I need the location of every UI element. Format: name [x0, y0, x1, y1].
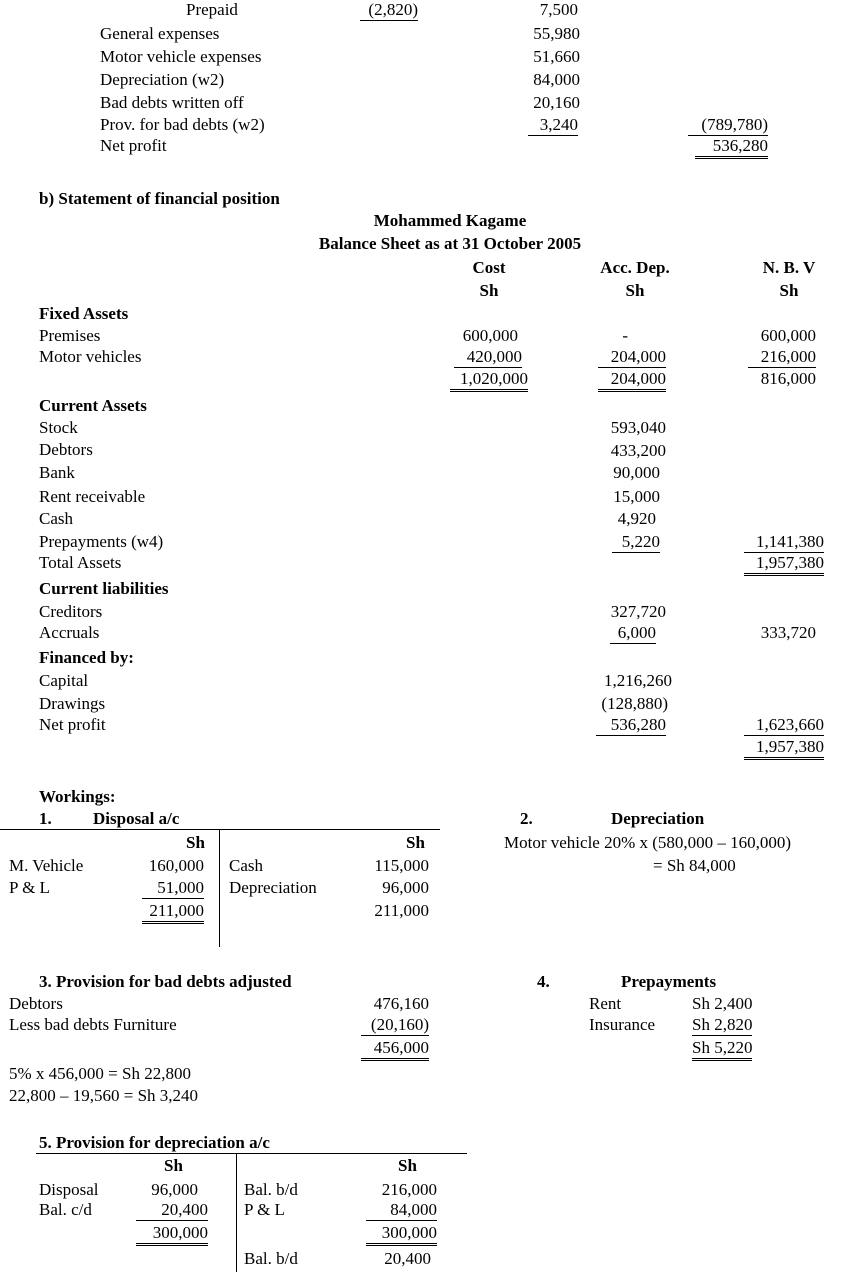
row-label: Motor vehicles	[39, 347, 142, 366]
credit-label: P & L	[244, 1200, 285, 1219]
row-label: Rent receivable	[39, 487, 146, 506]
t-account-top-line	[36, 1153, 467, 1154]
pl-row-value: 55,980	[533, 24, 580, 43]
credit-amount: 96,000	[382, 878, 429, 897]
pl-row-label: Bad debts written off	[100, 93, 244, 112]
debit-amount: 51,000	[142, 878, 204, 899]
financed-by-heading: Financed by:	[39, 648, 134, 667]
credit-total: 211,000	[374, 901, 429, 920]
pl-row-label: Prov. for bad debts (w2)	[100, 115, 265, 134]
credit-currency-header: Sh	[398, 1156, 417, 1175]
nbv-total: 816,000	[760, 369, 816, 388]
amount-value: 6,000	[610, 623, 656, 644]
prepayments-total: Sh 5,220	[692, 1038, 752, 1061]
provision-calc: 5% x 456,000 = Sh 22,800	[9, 1064, 191, 1083]
acc-dep-value: -	[622, 326, 628, 345]
debit-label: M. Vehicle	[9, 856, 84, 875]
amount-value: (20,160)	[361, 1015, 429, 1036]
acc-dep-value: 204,000	[598, 347, 666, 368]
balance-sheet-title: Balance Sheet as at 31 October 2005	[318, 234, 582, 253]
current-liabilities-total: 333,720	[760, 623, 816, 642]
working-title: Disposal a/c	[93, 809, 180, 828]
section-heading: b) Statement of financial position	[39, 189, 280, 208]
amount-value: 4,920	[617, 509, 656, 528]
amount-value: 433,200	[610, 441, 666, 460]
row-label: Creditors	[39, 602, 103, 621]
nbv-value: 600,000	[760, 326, 816, 345]
acc-dep-total: 204,000	[598, 369, 666, 392]
row-label: Rent	[589, 994, 622, 1013]
total-assets-value: 1,957,380	[744, 553, 824, 576]
amount-value: 476,160	[373, 994, 429, 1013]
nbv-value: 216,000	[748, 347, 816, 368]
row-label: Insurance	[589, 1015, 656, 1034]
working-title: 3. Provision for bad debts adjusted	[39, 972, 292, 991]
cost-value: 600,000	[462, 326, 518, 345]
balance-bd-label: Bal. b/d	[244, 1249, 298, 1268]
row-label: Accruals	[39, 623, 100, 642]
balance-bd-amount: 20,400	[384, 1249, 431, 1268]
row-label: Capital	[39, 671, 89, 690]
pl-row-value: (2,820)	[360, 0, 418, 21]
row-label: Stock	[39, 418, 78, 437]
credit-amount: 216,000	[381, 1180, 437, 1199]
depreciation-result: = Sh 84,000	[653, 856, 736, 875]
row-label: Less bad debts Furniture	[9, 1015, 177, 1034]
credit-label: Depreciation	[229, 878, 317, 897]
amount-value: 90,000	[613, 463, 660, 482]
column-header-nbv: N. B. V	[762, 258, 816, 277]
row-label: Drawings	[39, 694, 106, 713]
working-title: Depreciation	[611, 809, 705, 828]
net-profit-value: 536,280	[695, 136, 768, 159]
amount-value: 15,000	[613, 487, 660, 506]
pl-row-label: Net profit	[100, 136, 167, 155]
row-label: Premises	[39, 326, 101, 345]
pl-row-value: 51,660	[533, 47, 580, 66]
t-account-divider	[236, 1153, 237, 1272]
working-number: 1.	[39, 809, 52, 828]
pl-row-label: Motor vehicle expenses	[100, 47, 262, 66]
currency-label: Sh	[479, 281, 499, 300]
pl-row-value: 7,500	[539, 0, 578, 19]
debit-amount: 96,000	[151, 1180, 198, 1199]
current-assets-heading: Current Assets	[39, 396, 147, 415]
credit-label: Cash	[229, 856, 263, 875]
column-header-cost: Cost	[472, 258, 506, 277]
depreciation-calc: Motor vehicle 20% x (580,000 – 160,000)	[504, 833, 792, 852]
working-title: Prepayments	[621, 972, 717, 991]
amount-value: 327,720	[610, 602, 666, 621]
business-name: Mohammed Kagame	[373, 211, 527, 230]
row-label: Debtors	[9, 994, 63, 1013]
debit-total: 211,000	[142, 901, 204, 924]
working-number: 2.	[520, 809, 533, 828]
amount-value: Sh 2,820	[692, 1015, 753, 1034]
amount-value: 536,280	[596, 715, 666, 736]
fixed-assets-heading: Fixed Assets	[39, 304, 129, 323]
working-title: 5. Provision for depreciation a/c	[39, 1133, 270, 1152]
debit-label: P & L	[9, 878, 50, 897]
debit-total: 300,000	[136, 1223, 208, 1246]
debit-currency-header: Sh	[164, 1156, 183, 1175]
credit-total: 300,000	[366, 1223, 437, 1246]
row-label: Debtors	[39, 440, 93, 459]
amount-value: 5,220	[612, 532, 660, 553]
debit-label: Bal. c/d	[39, 1200, 92, 1219]
provision-adjustment: 22,800 – 19,560 = Sh 3,240	[9, 1086, 199, 1105]
workings-heading: Workings:	[39, 787, 116, 806]
amount-value: 1,216,260	[604, 671, 672, 690]
currency-label: Sh	[779, 281, 799, 300]
current-liabilities-heading: Current liabilities	[39, 579, 169, 598]
debit-currency-header: Sh	[186, 833, 205, 852]
pl-row-value: 3,240	[528, 115, 578, 136]
cost-total: 1,020,000	[450, 369, 528, 392]
pl-row-value: 20,160	[533, 93, 580, 112]
credit-currency-header: Sh	[406, 833, 425, 852]
debit-amount: 160,000	[148, 856, 204, 875]
working-number: 4.	[537, 972, 550, 991]
t-account-divider	[219, 829, 220, 947]
cost-value: 420,000	[454, 347, 522, 368]
row-label: Prepayments (w4)	[39, 532, 164, 551]
pl-row-label: General expenses	[100, 24, 220, 43]
column-header-acc-dep: Acc. Dep.	[600, 258, 670, 277]
credit-amount: 115,000	[374, 856, 429, 875]
credit-amount: 84,000	[366, 1200, 437, 1221]
debit-label: Disposal	[39, 1180, 99, 1199]
financed-by-subtotal: 1,623,660	[744, 715, 824, 736]
row-label: Bank	[39, 463, 75, 482]
current-assets-subtotal: 1,141,380	[744, 532, 824, 553]
pl-row-value: 84,000	[533, 70, 580, 89]
row-label: Cash	[39, 509, 73, 528]
financed-by-total: 1,957,380	[744, 737, 824, 760]
pl-row-value: (789,780)	[688, 115, 768, 136]
total-assets-label: Total Assets	[39, 553, 122, 572]
row-label: Net profit	[39, 715, 106, 734]
currency-label: Sh	[625, 281, 645, 300]
credit-label: Bal. b/d	[244, 1180, 298, 1199]
t-account-top-line	[0, 829, 440, 830]
amount-value: 593,040	[610, 418, 666, 437]
amount-value: (128,880)	[601, 694, 668, 713]
net-debtors-total: 456,000	[361, 1038, 429, 1061]
pl-row-label: Prepaid	[186, 0, 238, 19]
pl-row-label: Depreciation (w2)	[100, 70, 225, 89]
debit-amount: 20,400	[136, 1200, 208, 1221]
amount-value: Sh 2,400	[692, 994, 753, 1013]
